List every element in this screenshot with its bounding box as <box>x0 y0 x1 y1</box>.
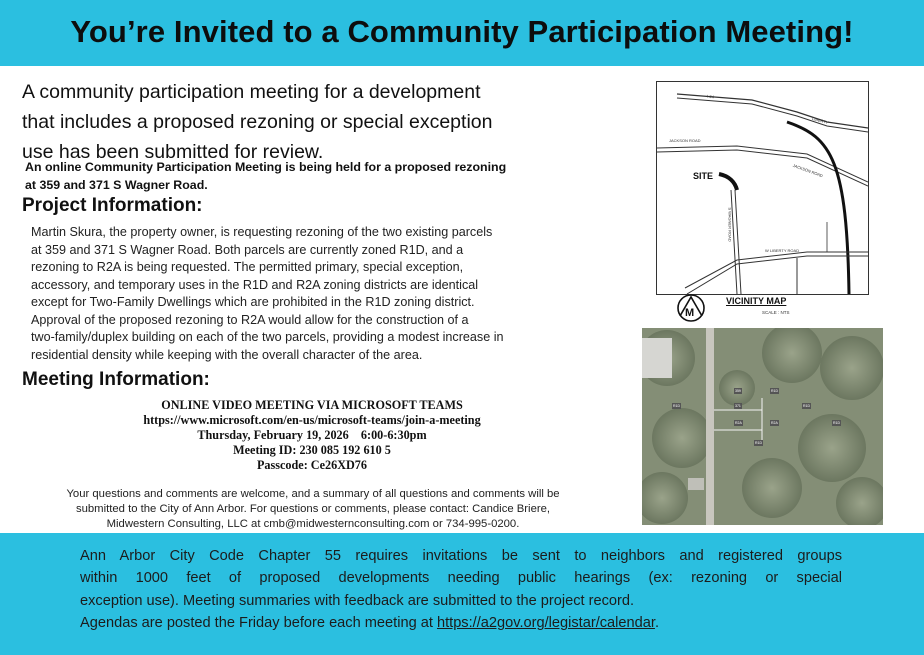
vicinity-map-title: VICINITY MAP <box>726 296 787 306</box>
agenda-line <box>80 612 842 634</box>
meeting-datetime: Thursday, February 19, 2026 6:00-6:30pm <box>197 428 427 442</box>
project-line: two-family/duplex building on each of the two parcels, providing a modest increase in <box>31 330 504 344</box>
parcel-label: R2A <box>735 421 742 425</box>
project-line: rezoning to R2A is being requested. The permitted primary, special exception, <box>31 260 464 274</box>
parcel-label: R1D <box>673 404 681 408</box>
project-line: accessory, and temporary uses in the R1D and R2A zoning districts are identical <box>31 277 479 292</box>
parcel-label: 359 <box>735 389 741 393</box>
road-label-jackson: JACKSON ROAD <box>669 138 701 143</box>
intro-paragraph <box>22 77 582 167</box>
vicinity-map-title-block <box>676 292 866 326</box>
footer-text <box>80 545 842 635</box>
footer-line: within 1000 feet of proposed developments needing public hearings (ex: rezoning or special <box>80 570 842 587</box>
header-banner <box>0 0 924 66</box>
meeting-passcode: Passcode: Ce26XD76 <box>256 458 367 472</box>
vicinity-map-drawing <box>657 82 868 294</box>
aerial-photo-drawing <box>642 328 883 525</box>
comments-line: Your questions and comments are welcome, and a summary of all questions and comments will be <box>66 488 560 500</box>
intro-line: that includes a proposed rezoning or special exception <box>22 111 493 133</box>
project-line: except for Two-Family Dwellings which are prohibited in the R1D zoning district. <box>31 295 475 309</box>
parcel-label: R1D <box>833 421 841 425</box>
project-line: at 359 and 371 S Wagner Road. Both parcels are currently zoned R1D, and a <box>31 242 464 257</box>
vicinity-map <box>656 81 869 295</box>
parcel-label: R1D <box>771 389 779 393</box>
project-line: Martin Skura, the property owner, is requesting rezoning of the two existing parcels <box>31 225 493 239</box>
parcel-label: 371 <box>735 404 741 408</box>
agenda-suffix: . <box>654 615 659 632</box>
meeting-url[interactable]: https://www.microsoft.com/en-us/microsoft-teams/join-a-meeting <box>143 413 481 427</box>
comments-line: Midwestern Consulting, LLC at cmb@midwesternconsulting.com or 734-995-0200. <box>106 518 520 530</box>
comments-paragraph <box>22 487 604 532</box>
road-label-jackson-alt: JACKSON ROAD <box>792 162 824 179</box>
footer-line: Ann Arbor City Code Chapter 55 requires invitations be sent to neighbors and registered groups <box>80 548 842 564</box>
online-note-line: An online Community Participation Meeting is being held for a proposed rezoning <box>25 160 507 174</box>
intro-line: A community participation meeting for a development <box>22 81 481 103</box>
intro-line: use has been submitted for review. <box>22 141 324 163</box>
logo-letter: M <box>685 307 695 319</box>
aerial-photo <box>642 328 883 525</box>
parcel-label: R1D <box>803 404 811 408</box>
parcel-label: R2A <box>771 421 778 425</box>
road-label-wagner: S WAGNER ROAD <box>727 207 733 242</box>
parcel-label: R1D <box>755 441 763 445</box>
meeting-id: Meeting ID: 230 085 192 610 5 <box>233 443 391 457</box>
meeting-details <box>80 398 544 473</box>
meeting-info-heading: Meeting Information: <box>22 369 210 390</box>
road-label-liberty: W LIBERTY ROAD <box>765 248 800 253</box>
project-description <box>31 224 611 364</box>
footer-banner <box>0 533 924 655</box>
project-info-heading: Project Information: <box>22 195 203 216</box>
page-title: You’re Invited to a Community Participation Meeting! <box>70 14 854 49</box>
road-label-i94: I-94 <box>706 93 715 100</box>
agenda-prefix: Agendas are posted the Friday before each meeting at <box>80 615 437 632</box>
online-note-line: at 359 and 371 S Wagner Road. <box>25 178 208 192</box>
project-line: Approval of the proposed rezoning to R2A would allow for the construction of a <box>31 312 469 327</box>
agenda-link[interactable]: https://a2gov.org/legistar/calendar <box>436 615 655 632</box>
online-meeting-note <box>25 158 625 194</box>
site-label: SITE <box>693 171 714 181</box>
comments-line: submitted to the City of Ann Arbor. For questions or comments, please contact: Candice Briere, <box>75 503 551 515</box>
project-line: residential density while keeping with the overall character of the area. <box>31 347 423 362</box>
road-label-east: LIBERTY <box>811 115 829 126</box>
vicinity-map-scale: SCALE : NTS <box>762 310 790 315</box>
footer-line: exception use). Meeting summaries with feedback are submitted to the project record. <box>80 592 635 609</box>
meeting-mode: ONLINE VIDEO MEETING VIA MICROSOFT TEAMS <box>161 398 463 412</box>
